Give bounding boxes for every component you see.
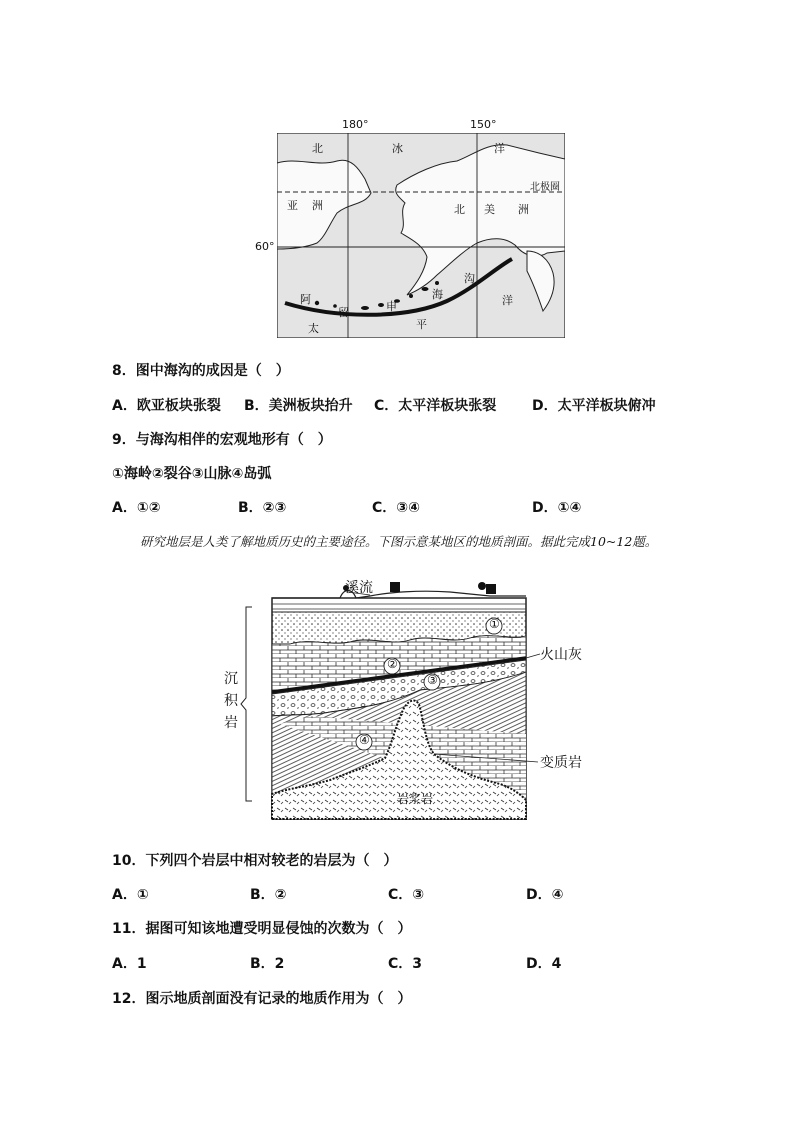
q10-option-d[interactable]: D．④ (526, 887, 564, 903)
layer-3-label: ③ (427, 673, 438, 687)
layer-2-label: ② (387, 657, 398, 671)
map-label-a: 阿 (300, 293, 311, 306)
q8-option-d[interactable]: D．太平洋板块俯冲 (532, 398, 656, 414)
q8-option-a[interactable]: A．欧亚板块张裂 (112, 398, 221, 414)
sedimentary-label-3: 岩 (224, 715, 238, 731)
question-11-stem: 11．据图可知该地遭受明显侵蚀的次数为（ ） (112, 921, 412, 937)
map-label-bei: 北 (312, 142, 323, 155)
stream-label: 溪流 (345, 580, 373, 596)
q11-option-b[interactable]: B．2 (250, 956, 285, 972)
map-label-ya: 亚 (287, 199, 298, 212)
question-8-stem: 8．图中海沟的成因是（ ） (112, 363, 290, 379)
q9-option-b[interactable]: B．②③ (238, 500, 287, 516)
map-label-yang-top: 洋 (494, 142, 505, 155)
q10-option-b[interactable]: B．② (250, 887, 287, 903)
map-label-liu: 留 (338, 306, 349, 319)
q11-option-a[interactable]: A．1 (112, 956, 147, 972)
question-10-stem: 10．下列四个岩层中相对较老的岩层为（ ） (112, 853, 398, 869)
layer-1-label: ① (489, 617, 500, 631)
map-label-yang-bottom: 洋 (502, 294, 513, 307)
map-label-ping: 平 (416, 318, 427, 331)
q9-option-c[interactable]: C．③④ (372, 500, 420, 516)
map-label-bing: 冰 (392, 142, 403, 155)
metamorphic-label: 变质岩 (540, 755, 582, 771)
q10-option-a[interactable]: A．① (112, 887, 149, 903)
map-label-tai: 太 (308, 322, 319, 335)
map-label-zhou-right: 洲 (518, 203, 529, 216)
question-12-stem: 12．图示地质剖面没有记录的地质作用为（ ） (112, 991, 412, 1007)
lon-180-label: 180° (342, 118, 369, 131)
question-9-subitems: ①海岭②裂谷③山脉④岛弧 (112, 466, 272, 482)
q8-option-b[interactable]: B．美洲板块抬升 (244, 398, 353, 414)
map-label-zhou-left: 洲 (312, 199, 323, 212)
layer-4-label: ④ (359, 733, 370, 747)
q9-option-d[interactable]: D．①④ (532, 500, 582, 516)
aleutian-map (277, 133, 565, 338)
map-label-mei: 美 (484, 203, 495, 216)
q11-option-d[interactable]: D．4 (526, 956, 562, 972)
q11-option-c[interactable]: C．3 (388, 956, 423, 972)
map-label-bei2: 北 (454, 203, 465, 216)
arctic-circle-label: 北极圈 (530, 182, 560, 193)
volcanic-ash-label: 火山灰 (540, 647, 582, 663)
q9-option-a[interactable]: A．①② (112, 500, 161, 516)
sedimentary-label-1: 沉 (224, 671, 238, 687)
lon-150-label: 150° (470, 118, 497, 131)
magma-label: 岩浆岩 (397, 792, 434, 806)
lat-60-label: 60° (255, 240, 275, 253)
sedimentary-label-2: 积 (224, 693, 238, 709)
q10-option-c[interactable]: C．③ (388, 887, 425, 903)
geologic-section (220, 574, 600, 824)
map-label-hai: 海 (432, 288, 443, 301)
map-label-gou: 沟 (464, 272, 475, 285)
passage-intro: 研究地层是人类了解地质历史的主要途径。下图示意某地区的地质剖面。据此完成10~12题。 (140, 534, 658, 549)
map-label-shen: 申 (386, 300, 397, 313)
sedimentary-bracket (240, 606, 254, 802)
question-9-stem: 9．与海沟相伴的宏观地形有（ ） (112, 432, 332, 448)
q8-option-c[interactable]: C．太平洋板块张裂 (374, 398, 497, 414)
